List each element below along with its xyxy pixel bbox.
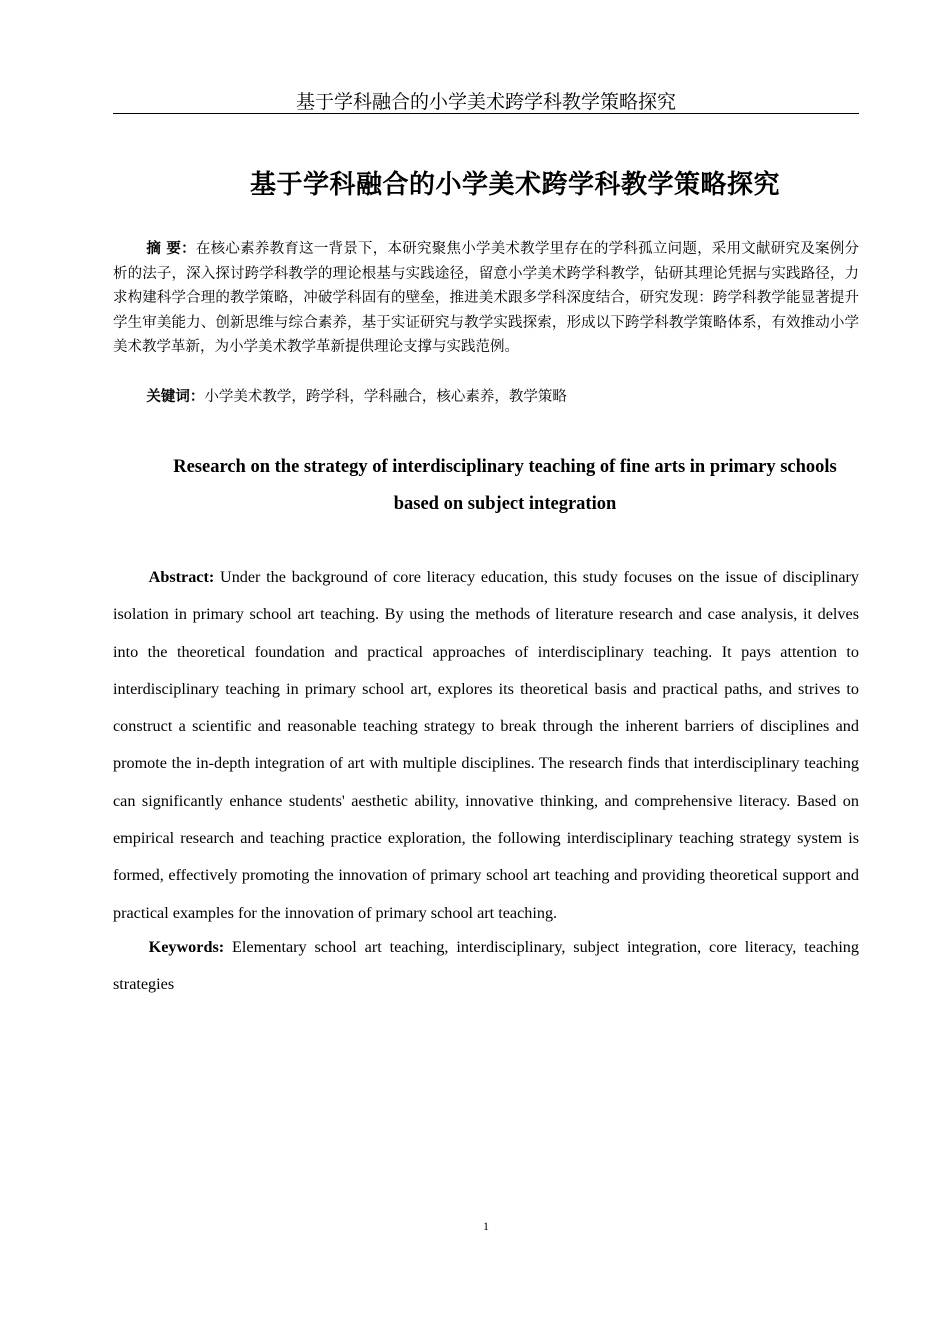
english-abstract-label: Abstract: <box>148 568 215 586</box>
chinese-keywords-label: 关键词： <box>146 388 205 405</box>
chinese-abstract <box>113 237 859 360</box>
chinese-keywords-text: 小学美术教学，跨学科，学科融合，核心素养，教学策略 <box>204 389 567 405</box>
chinese-abstract-label: 摘 要： <box>146 240 196 257</box>
chinese-abstract-text: 在核心素养教育这一背景下，本研究聚焦小学美术教学里存在的学科孤立问题，采用文献研究及案例分析的法子，深入探讨跨学科教学的理论根基与实践途径，留意小学美术跨学科教学，钻研其理论凭据与实践路径，力求构建科学合理的教学策略，冲破学科固有的壁垒，推进美术跟多学科深度结合，研究发现：跨学科教学能显著提升学生审美能力、创新思维与综合素养，基于实证研究与教学实践探索，形成以下跨学科教学策略体系，有效推动小学美术教学革新，为小学美术教学革新提供理论支撑与实践范例。 <box>113 241 859 355</box>
running-header: 基于学科融合的小学美术跨学科教学策略探究 <box>295 91 676 113</box>
english-title: Research on the strategy of interdisciplinary teaching of fine arts in primary schools based on subject integration <box>173 457 837 514</box>
english-abstract <box>113 559 859 932</box>
chinese-keywords <box>113 385 859 410</box>
page-number: 1 <box>483 1219 489 1233</box>
header-rule <box>113 113 859 114</box>
english-keywords-label: Keywords: <box>148 938 225 956</box>
english-keywords-text: Elementary school art teaching, interdisciplinary, subject integration, core literacy, teaching strategies <box>113 938 859 994</box>
english-abstract-text: Under the background of core literacy education, this study focuses on the issue of disciplinary isolation in primary school art teaching. By using the methods of literature research and case analysis, it delves into the theoretical foundation and practical approaches of interdisciplinary teaching. It pays attention to interdisciplinary teaching in primary school art, explores its theoretical basis and practical paths, and strives to construct a scientific and reasonable teaching strategy to break through the inherent barriers of disciplines and promote the in-depth integration of art with multiple disciplines. The research finds that interdisciplinary teaching can significantly enhance students' aesthetic ability, innovative thinking, and comprehensive literacy. Based on empirical research and teaching practice exploration, the following interdisciplinary teaching strategy system is formed, effectively promoting the innovation of primary school art teaching and providing theoretical support and practical examples for the innovation of primary school art teaching. <box>113 568 859 922</box>
chinese-title: 基于学科融合的小学美术跨学科教学策略探究 <box>249 170 780 200</box>
english-keywords <box>113 929 859 1004</box>
